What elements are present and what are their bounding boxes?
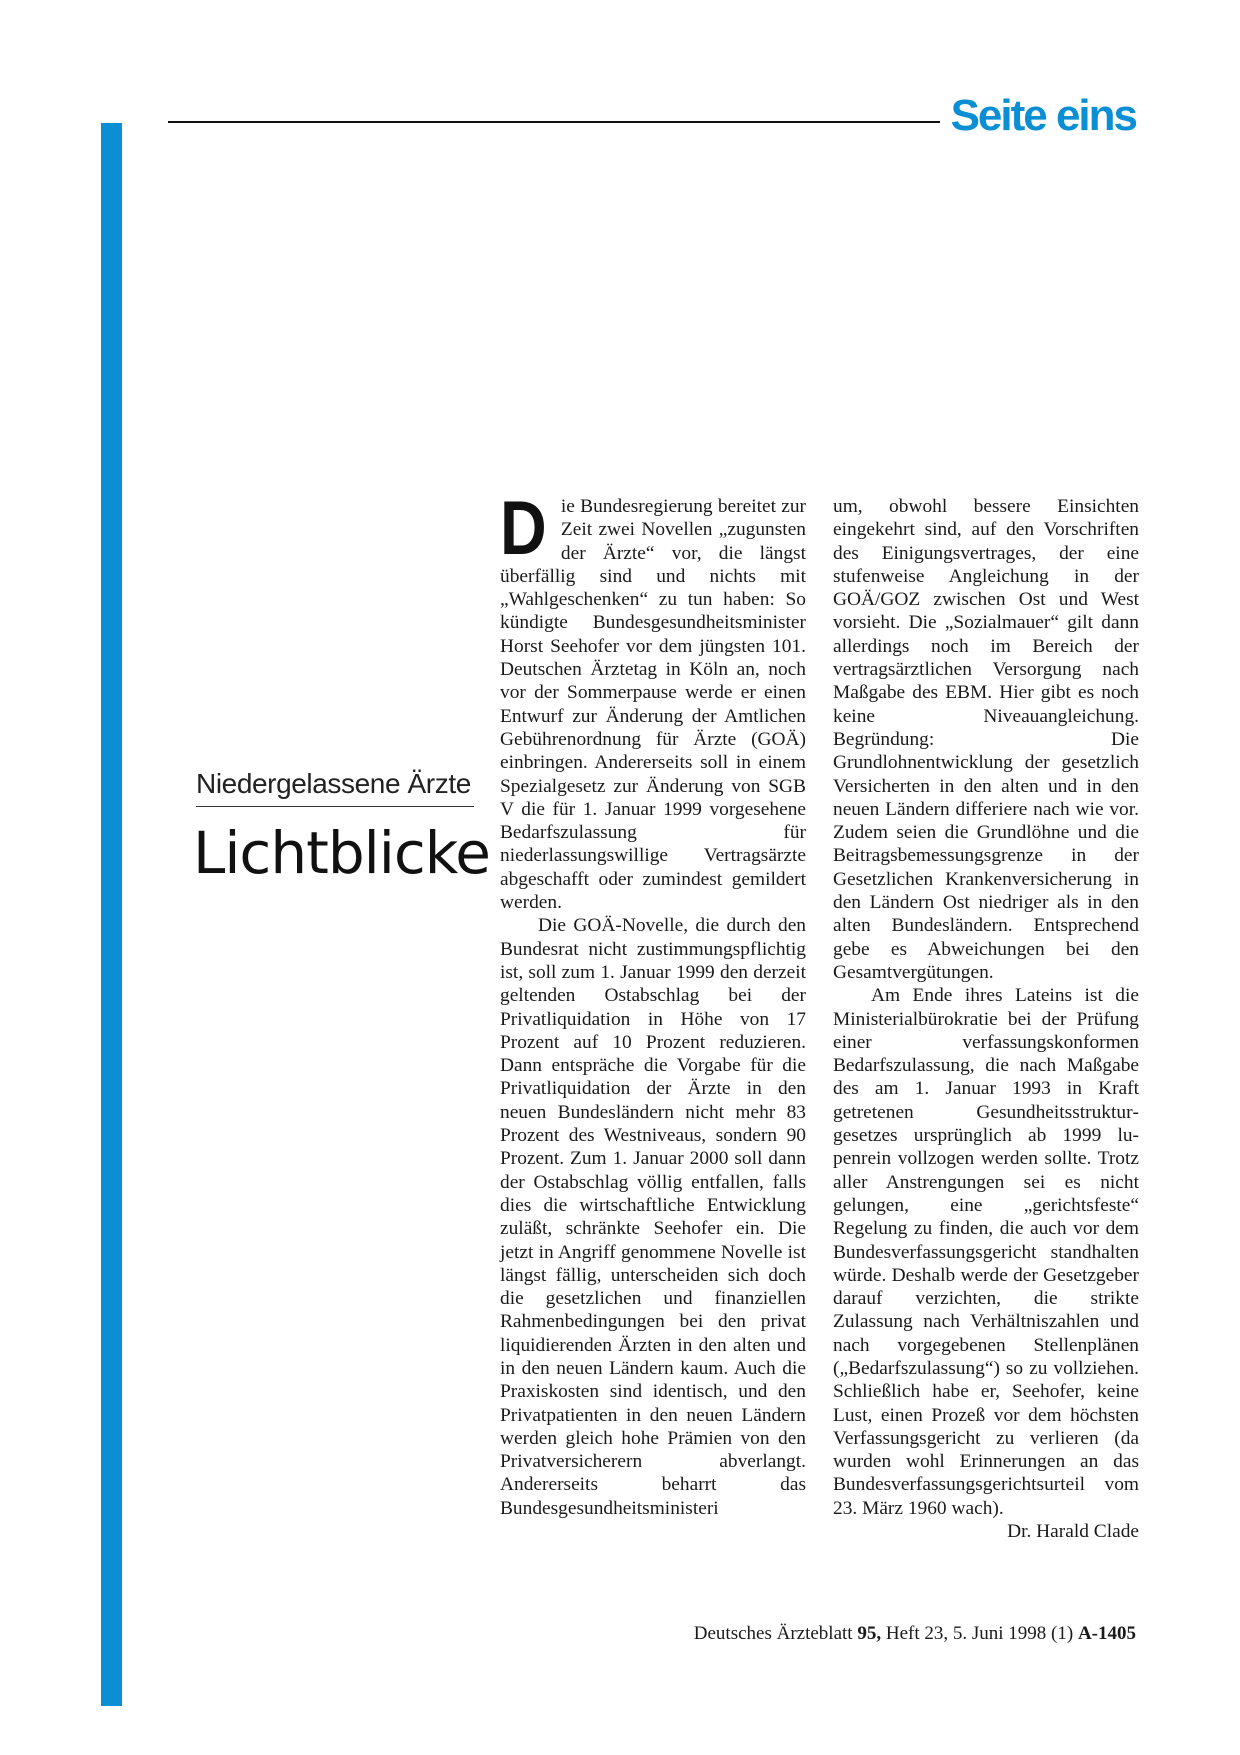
footer-journal: Deutsches Ärzteblatt bbox=[693, 1623, 858, 1644]
paragraph-1 bbox=[500, 486, 806, 914]
paragraph-3 bbox=[833, 984, 1139, 1543]
section-title: Seite eins bbox=[950, 91, 1136, 140]
drop-cap: D bbox=[500, 486, 547, 571]
footer-issue: Heft 23, 5. Juni 1998 (1) bbox=[881, 1623, 1078, 1644]
author-byline: Dr. Harald Clade bbox=[1007, 1521, 1139, 1543]
header-rule bbox=[168, 121, 940, 123]
article-headline: Lichtblicke bbox=[193, 819, 490, 887]
page-footer bbox=[694, 1623, 1136, 1645]
footer-volume: 95, bbox=[857, 1623, 882, 1644]
paragraph-1-text: ie Bundesregierung bereitet zur Zeit zwei Novellen „zugunsten der Ärzte“ vor, die längst überfällig sind und nichts mit „Wahlgeschenken“ zu tun haben: So kündigte Bundesgesundheitsminister Horst Seehofer vor dem jüngsten 101. Deutschen Ärztetag in Köln an, noch vor der Sommerpause werde er einen Entwurf zur Änderung der Amtlichen Gebührenordnung für Ärzte (GOÄ) einbringen. Andererseits soll in einem Spezialgesetz zur Änderung von SGB V die für 1. Januar 1999 vorgesehene Bedarfszulassung für niederlassungswillige Vertragsärzte abgeschafft oder zumindest gemildert werden. bbox=[500, 496, 806, 914]
article-kicker: Niedergelassene Ärzte bbox=[196, 768, 474, 807]
side-accent-bar bbox=[101, 123, 122, 1706]
article-column-2 bbox=[833, 495, 1139, 1543]
article-column-1 bbox=[500, 486, 806, 1520]
paragraph-3-text: Am Ende ihres Lateins ist die Ministerialbürokratie bei der Prüfung einer verfassungskonformen Bedarfszulassung, die nach Maßgabe des am 1. Januar 1993 in Kraft getretenen Gesundheitsstrukturgesetzes ursprünglich ab 1999 lupenrein vollzogen werden sollte. Trotz aller Anstrengungen sei es nicht gelungen, eine „gerichtsfeste“ Regelung zu finden, die auch vor dem Bundesverfassungsgericht standhalten würde. Deshalb werde der Gesetzgeber darauf verzichten, die strikte Zulassung nach Verhältniszahlen und nach vorgegebenen Stellenplänen („Bedarfszulassung“) so zu vollziehen. Schließlich habe er, Seehofer, keine Lust, einen Prozeß vor dem höchsten Verfassungsgericht zu verlieren (da wurden wohl Erinnerungen an das Bundesverfassungsgerichtsurteil vom 23. März 1960 wach). bbox=[833, 985, 1139, 1519]
footer-page-number: A-1405 bbox=[1077, 1623, 1136, 1644]
paragraph-2: Die GOÄ-Novelle, die durch den Bundesrat nicht zustimmungspflichtig ist, soll zum 1. Januar 1999 den derzeit geltenden Ostabschlag bei der Privatliquidation in Höhe von 17 Prozent auf 10 Prozent reduzieren. Dann entspräche die Vorgabe für die Privatliquidation der Ärzte in den neuen Bundesländern nicht mehr 83 Prozent des Westniveaus, sondern 90 Prozent. Zum 1. Januar 2000 soll dann der Ostabschlag völlig entfallen, falls dies die wirtschaftliche Entwicklung zuläßt, schränkte Seehofer ein. Die jetzt in Angriff genommene Novelle ist längst fällig, unterscheiden sich doch die gesetzlichen und finanziellen Rahmenbedingungen bei den privat liquidierenden Ärzten in den alten und in den neuen Ländern kaum. Auch die Praxiskosten sind identisch, und den Privatpatienten in den neuen Ländern werden gleich hohe Prämien von den Privatversicherern abverlangt. Andererseits beharrt das Bundesgesundheitsministeri bbox=[500, 915, 806, 1519]
paragraph-2-continued: um, obwohl bessere Einsichten eingekehrt sind, auf den Vorschriften des Einigungsvertrages, der eine stufenweise Angleichung in der GOÄ/GOZ zwischen Ost und West vorsieht. Die „Sozialmauer“ gilt dann allerdings noch im Bereich der vertragsärztlichen Versorgung nach Maßgabe des EBM. Hier gibt es noch keine Niveauangleichung. Begründung: Die Grundlohnentwicklung der gesetzlich Versicherten in den alten und in den neuen Ländern differiere nach wie vor. Zudem seien die Grundlöhne und die Beitragsbemessungsgrenze in der Gesetzlichen Krankenversicherung in den Ländern Ost niedriger als in den alten Bundesländern. Entsprechend gebe es Abweichungen bei den Gesamtvergütungen. bbox=[833, 496, 1139, 983]
